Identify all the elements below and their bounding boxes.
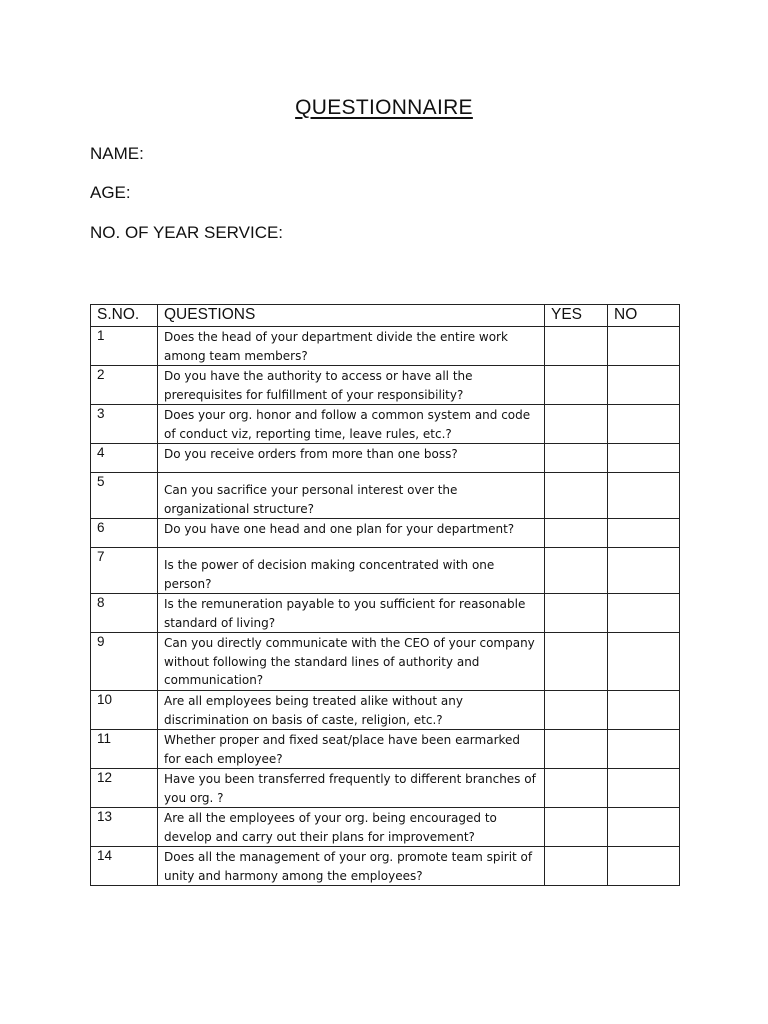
page-title: QUESTIONNAIRE [295,96,473,119]
yes-cell[interactable] [545,444,608,473]
question-text: Do you receive orders from more than one boss? [158,444,545,473]
yes-cell[interactable] [545,327,608,366]
row-number: 10 [91,691,158,730]
row-number: 14 [91,847,158,886]
row-number: 6 [91,519,158,548]
column-header-sno: S.NO. [91,305,158,327]
question-text: Is the power of decision making concentrated with one person? [158,548,545,594]
no-cell[interactable] [608,847,680,886]
question-text: Is the remuneration payable to you sufficient for reasonable standard of living? [158,594,545,633]
questionnaire-table [90,304,680,886]
no-cell[interactable] [608,519,680,548]
table-row [91,444,680,473]
no-cell[interactable] [608,548,680,594]
row-number: 13 [91,808,158,847]
table-row [91,327,680,366]
table-header-row [91,305,680,327]
no-cell[interactable] [608,769,680,808]
yes-cell[interactable] [545,633,608,691]
table-row [91,769,680,808]
question-text: Can you directly communicate with the CEO of your company without following the standard lines of authority and communication? [158,633,545,691]
table-row [91,847,680,886]
yes-cell[interactable] [545,548,608,594]
column-header-yes: YES [545,305,608,327]
no-cell[interactable] [608,327,680,366]
yes-cell[interactable] [545,405,608,444]
table-row [91,730,680,769]
table-row [91,594,680,633]
question-text: Have you been transferred frequently to different branches of you org. ? [158,769,545,808]
no-cell[interactable] [608,405,680,444]
age-label: AGE: [90,183,131,202]
row-number: 2 [91,366,158,405]
no-cell[interactable] [608,730,680,769]
table-row [91,691,680,730]
question-text: Do you have the authority to access or have all the prerequisites for fulfillment of your responsibility? [158,366,545,405]
no-cell[interactable] [608,808,680,847]
question-text: Does your org. honor and follow a common system and code of conduct viz, reporting time, leave rules, etc.? [158,405,545,444]
table-row [91,473,680,519]
question-text: Does the head of your department divide the entire work among team members? [158,327,545,366]
service-years-label: NO. OF YEAR SERVICE: [90,223,284,242]
row-number: 5 [91,473,158,519]
row-number: 11 [91,730,158,769]
column-header-no: NO [608,305,680,327]
row-number: 8 [91,594,158,633]
yes-cell[interactable] [545,847,608,886]
no-cell[interactable] [608,473,680,519]
question-text: Do you have one head and one plan for your department? [158,519,545,548]
table-row [91,548,680,594]
no-cell[interactable] [608,366,680,405]
yes-cell[interactable] [545,594,608,633]
question-text: Whether proper and fixed seat/place have been earmarked for each employee? [158,730,545,769]
row-number: 3 [91,405,158,444]
row-number: 12 [91,769,158,808]
yes-cell[interactable] [545,691,608,730]
yes-cell[interactable] [545,808,608,847]
question-text: Can you sacrifice your personal interest over the organizational structure? [158,473,545,519]
row-number: 7 [91,548,158,594]
row-number: 4 [91,444,158,473]
question-text: Are all employees being treated alike without any discrimination on basis of caste, religion, etc.? [158,691,545,730]
question-text: Are all the employees of your org. being encouraged to develop and carry out their plans for improvement? [158,808,545,847]
table-row [91,633,680,691]
no-cell[interactable] [608,633,680,691]
yes-cell[interactable] [545,366,608,405]
column-header-questions: QUESTIONS [158,305,545,327]
table-row [91,405,680,444]
no-cell[interactable] [608,594,680,633]
yes-cell[interactable] [545,473,608,519]
table-row [91,808,680,847]
yes-cell[interactable] [545,519,608,548]
table-row [91,519,680,548]
table-row [91,366,680,405]
row-number: 1 [91,327,158,366]
name-label: NAME: [90,144,144,163]
question-text: Does all the management of your org. promote team spirit of unity and harmony among the employees? [158,847,545,886]
row-number: 9 [91,633,158,691]
no-cell[interactable] [608,444,680,473]
no-cell[interactable] [608,691,680,730]
yes-cell[interactable] [545,730,608,769]
yes-cell[interactable] [545,769,608,808]
